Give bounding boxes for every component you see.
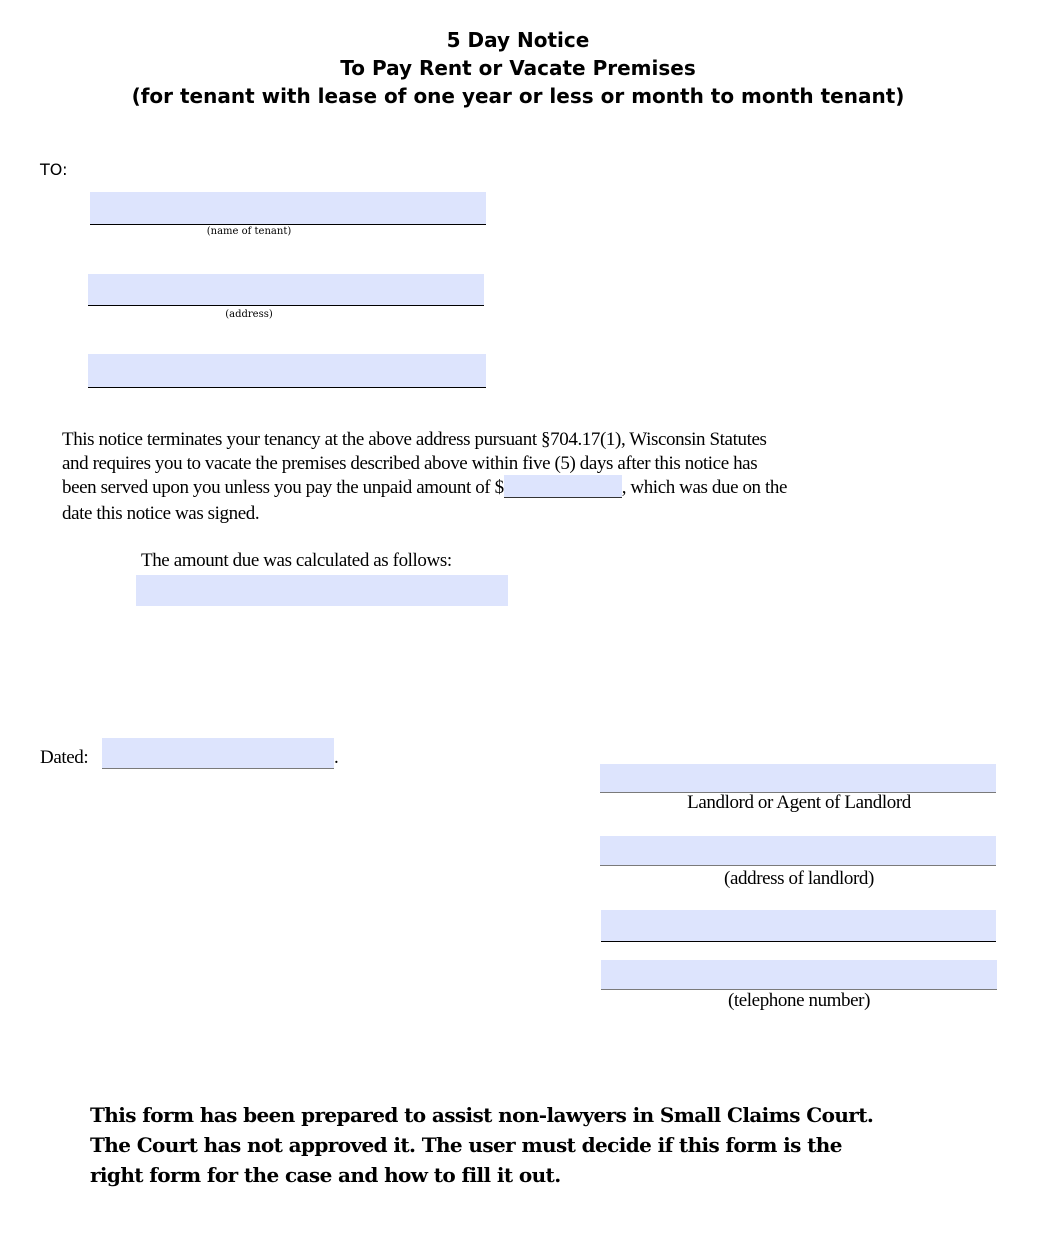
tenant-name-field[interactable]: [90, 192, 486, 225]
disclaimer-line-2: The Court has not approved it. The user must decide if this form is the: [90, 1133, 842, 1157]
dated-field[interactable]: [102, 738, 334, 769]
landlord-telephone-caption: (telephone number): [727, 990, 871, 1011]
tenant-address-line2-field[interactable]: [88, 354, 486, 388]
landlord-address-line2-field[interactable]: [601, 910, 996, 942]
notice-line-2: and requires you to vacate the premises described above within five (5) days after this notice has: [62, 453, 758, 474]
disclaimer-line-1: This form has been prepared to assist non-lawyers in Small Claims Court.: [90, 1103, 874, 1127]
notice-line-1: This notice terminates your tenancy at the above address pursuant §704.17(1), Wisconsin Statutes: [62, 429, 767, 450]
notice-line-3-after: , which was due on the: [621, 477, 788, 498]
notice-line-3-before: been served upon you unless you pay the unpaid amount of $: [62, 477, 504, 498]
tenant-address-caption: (address): [225, 309, 273, 320]
dated-trailing-period: .: [334, 747, 339, 768]
disclaimer: [90, 1100, 873, 1190]
title-line-3: (for tenant with lease of one year or less or month to month tenant): [131, 84, 905, 108]
landlord-address-field[interactable]: [600, 836, 996, 866]
notice-line-3: [62, 475, 787, 500]
unpaid-amount-field[interactable]: [504, 475, 622, 498]
title-line-1: 5 Day Notice: [446, 28, 590, 52]
calculation-field[interactable]: [136, 575, 508, 606]
landlord-signature-caption: Landlord or Agent of Landlord: [687, 792, 911, 813]
disclaimer-line-3: right form for the case and how to fill it out.: [90, 1163, 561, 1187]
title-line-2: To Pay Rent or Vacate Premises: [340, 56, 696, 80]
tenant-name-caption: (name of tenant): [206, 226, 292, 237]
landlord-signature-field[interactable]: [600, 764, 996, 793]
calculation-label: The amount due was calculated as follows:: [141, 550, 452, 571]
landlord-telephone-field[interactable]: [601, 960, 997, 990]
notice-line-4: date this notice was signed.: [62, 503, 260, 524]
tenant-address-line1-field[interactable]: [88, 274, 484, 306]
dated-label: Dated:: [40, 747, 89, 768]
landlord-address-caption: (address of landlord): [724, 868, 874, 889]
to-label: TO:: [40, 160, 68, 179]
